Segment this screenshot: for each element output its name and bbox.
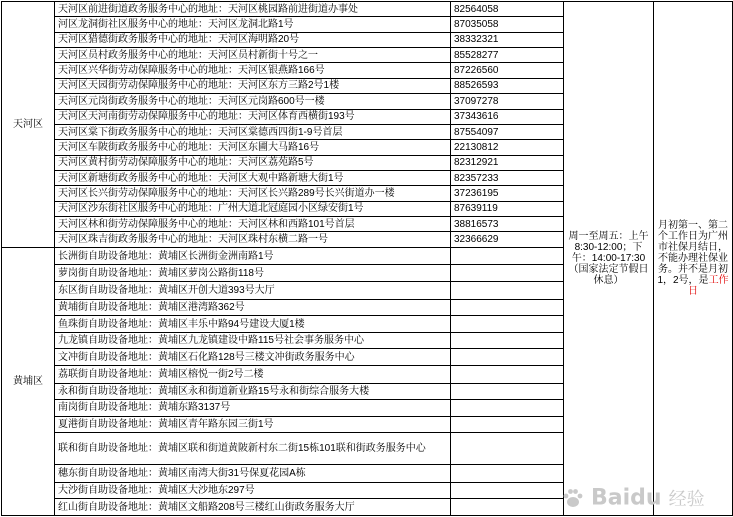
address-cell: 天河区兴华街劳动保障服务中心的地址：天河区银燕路166号 <box>55 63 451 78</box>
phone-cell: 82312921 <box>451 155 564 170</box>
district-cell: 黄埔区 <box>2 247 55 515</box>
phone-cell <box>451 416 564 433</box>
phone-cell: 87554097 <box>451 124 564 139</box>
phone-cell: 38332321 <box>451 32 564 47</box>
address-cell: 大沙街自助设备地址：黄埔区大沙地东297号 <box>55 482 451 499</box>
phone-cell: 87035058 <box>451 17 564 32</box>
phone-cell <box>451 349 564 366</box>
address-cell: 天河区长兴街劳动保障服务中心的地址：天河区长兴路289号长兴街道办一楼 <box>55 186 451 201</box>
address-cell: 天河区元岗街政务服务中心的地址：天河区元岗路600号一楼 <box>55 94 451 109</box>
hours-cell: 周一至周五：上午8:30-12:00；下午：14:00-17:30（国家法定节假日休息） <box>564 2 654 516</box>
watermark-main: Baidu <box>591 485 662 511</box>
address-cell: 文冲街自助设备地址：黄埔区石化路128号三楼文冲街政务服务中心 <box>55 349 451 366</box>
phone-cell: 38816573 <box>451 217 564 232</box>
address-cell: 天河区棠下街政务服务中心的地址：天河区棠德西四街1-9号首层 <box>55 124 451 139</box>
address-cell: 黄埔街自助设备地址：黄埔区港湾路362号 <box>55 299 451 316</box>
address-cell: 南岗街自助设备地址：黄埔东路3137号 <box>55 400 451 417</box>
service-center-table <box>1 1 733 516</box>
phone-cell: 37097278 <box>451 94 564 109</box>
note-cell <box>654 2 733 516</box>
baidu-paw-icon <box>562 487 584 509</box>
address-cell: 天河区林和街劳动保障服务中心的地址：天河区林和西路101号首层 <box>55 217 451 232</box>
note-highlight: 工作日 <box>688 275 729 297</box>
table-body <box>2 2 733 516</box>
address-cell: 天河区沙东街社区服务中心的地址：广州大道北冠庭园小区绿安街1号 <box>55 201 451 216</box>
address-cell: 天河区新塘街政务服务中心的地址：天河区大观中路新塘大街1号 <box>55 170 451 185</box>
address-cell: 穗东街自助设备地址：黄埔区南湾大街31号保夏花园A栋 <box>55 465 451 483</box>
address-cell: 天河区员村政务服务中心的地址：天河区员村新街十号之一 <box>55 48 451 63</box>
phone-cell: 87639119 <box>451 201 564 216</box>
phone-cell <box>451 465 564 483</box>
address-cell: 荔联街自助设备地址：黄埔区榕悦一街2号二楼 <box>55 365 451 383</box>
phone-cell <box>451 332 564 349</box>
phone-cell <box>451 365 564 383</box>
address-cell: 鱼珠街自助设备地址：黄埔区丰乐中路94号建设大厦1楼 <box>55 316 451 333</box>
table-row <box>2 2 733 17</box>
phone-cell: 22130812 <box>451 140 564 155</box>
note-text: 月初第一、第二个工作日为广州市社保月结日，不能办理社保业务。并不是月初1，2号，是 <box>657 220 728 286</box>
phone-cell <box>451 482 564 499</box>
address-cell: 河区龙洞街社区服务中心的地址：天河区龙洞北路1号 <box>55 17 451 32</box>
phone-cell <box>451 433 564 465</box>
phone-cell <box>451 282 564 300</box>
phone-cell: 37343616 <box>451 109 564 124</box>
district-cell: 天河区 <box>2 2 55 248</box>
address-cell: 九龙镇自助设备地址：黄埔区九龙镇建设中路115号社会事务服务中心 <box>55 332 451 349</box>
phone-cell <box>451 383 564 400</box>
phone-cell: 82357233 <box>451 170 564 185</box>
address-cell: 东区街自助设备地址：黄埔区开创大道393号大厅 <box>55 282 451 300</box>
baidu-watermark <box>562 485 727 515</box>
phone-cell: 82564058 <box>451 2 564 17</box>
phone-cell <box>451 316 564 333</box>
address-cell: 夏港街自助设备地址：黄埔区青年路东园三街1号 <box>55 416 451 433</box>
address-cell: 长洲街自助设备地址：黄埔区长洲街金洲南路1号 <box>55 247 451 265</box>
address-cell: 天河区车陂街政务服务中心的地址：天河区东圃大马路16号 <box>55 140 451 155</box>
phone-cell <box>451 299 564 316</box>
watermark-sub: 经验 <box>668 489 705 510</box>
address-cell: 天河区前进街道政务服务中心的地址：天河区桃园路前进街道办事处 <box>55 2 451 17</box>
phone-cell: 32366629 <box>451 232 564 247</box>
address-cell: 天河区天河南街劳动保障服务中心的地址：天河区体育西横街193号 <box>55 109 451 124</box>
phone-cell: 85528277 <box>451 48 564 63</box>
phone-cell <box>451 499 564 516</box>
address-cell: 天河区黄村街劳动保障服务中心的地址：天河区荔苑路5号 <box>55 155 451 170</box>
phone-cell: 87226560 <box>451 63 564 78</box>
phone-cell <box>451 400 564 417</box>
address-cell: 天河区天园街劳动保障服务中心的地址：天河区东方三路2号1楼 <box>55 78 451 93</box>
phone-cell: 88526593 <box>451 78 564 93</box>
address-cell: 联和街自助设备地址：黄埔区联和街道黄陂新村东二街15栋101联和街政务服务中心 <box>55 433 451 465</box>
phone-cell <box>451 265 564 282</box>
address-cell: 天河区猎德街政务服务中心的地址：天河区海明路20号 <box>55 32 451 47</box>
address-cell: 永和街自助设备地址：黄埔区永和街道新业路15号永和街综合服务大楼 <box>55 383 451 400</box>
phone-cell: 37236195 <box>451 186 564 201</box>
phone-cell <box>451 247 564 265</box>
address-cell: 天河区珠吉街政务服务中心的地址：天河区珠村东横二路一号 <box>55 232 451 247</box>
address-cell: 萝岗街自助设备地址：黄埔区萝岗公路街118号 <box>55 265 451 282</box>
address-cell: 红山街自助设备地址：黄埔区文船路208号三楼红山街政务服务大厅 <box>55 499 451 516</box>
